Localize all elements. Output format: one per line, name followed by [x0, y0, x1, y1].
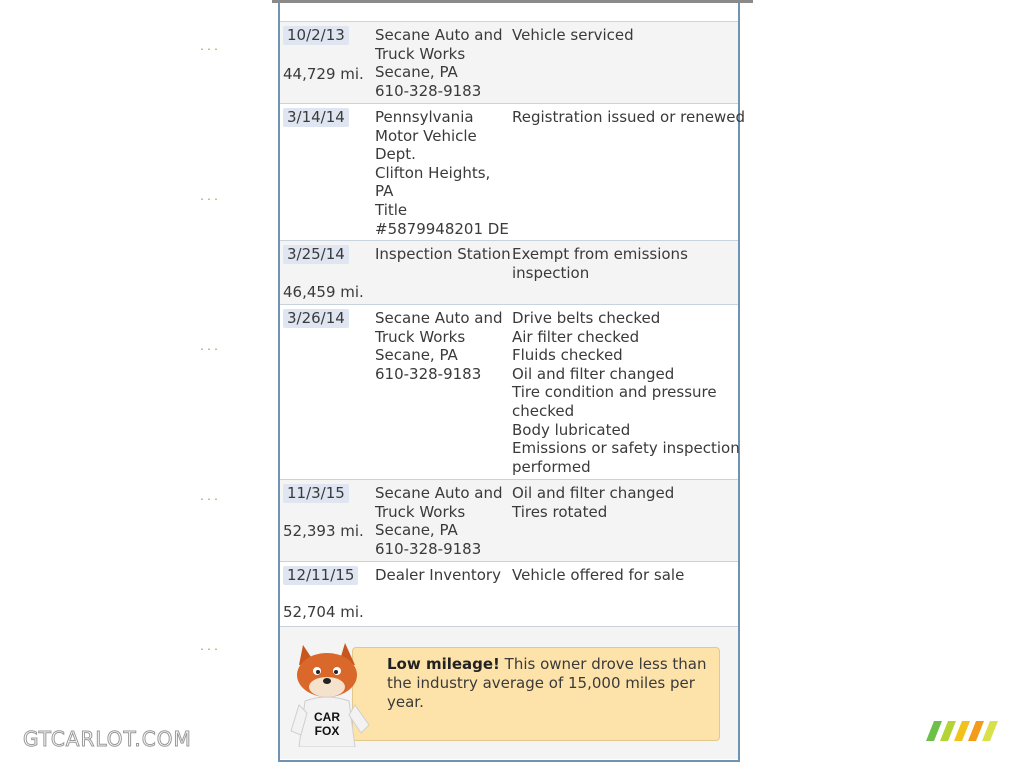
comment-line: Tire condition and pressure	[512, 383, 717, 402]
fox-pupil-right	[334, 670, 338, 674]
record-date: 3/26/14	[283, 309, 349, 328]
mileage-note-text	[387, 655, 717, 712]
source-line: 610-328-9183	[375, 539, 482, 558]
source-line: Secane, PA	[375, 63, 458, 82]
source-line: Clifton Heights,	[375, 163, 491, 182]
carfox-mascot-icon	[285, 635, 375, 747]
side-dots: ...	[199, 42, 221, 53]
source-line: 610-328-9183	[375, 364, 482, 383]
source-line: Secane Auto and	[375, 309, 503, 327]
comment-line: Fluids checked	[512, 346, 623, 365]
fox-nose	[323, 678, 331, 684]
comment-line: inspection	[512, 263, 590, 282]
table-row	[280, 479, 738, 561]
side-dots: ...	[199, 492, 221, 503]
comment-line: Body lubricated	[512, 420, 631, 439]
comment-line: performed	[512, 457, 591, 476]
fox-pupil-left	[316, 670, 320, 674]
note-heading: Low mileage!	[387, 655, 500, 673]
record-comments	[512, 26, 740, 45]
table-row	[280, 21, 738, 103]
comment-line: Drive belts checked	[512, 309, 661, 327]
source-line: 610-328-9183	[375, 81, 482, 100]
source-line: Inspection Station	[375, 245, 511, 263]
source-line: Title	[375, 200, 408, 219]
comment-line: checked	[512, 401, 575, 420]
record-date: 12/11/15	[283, 566, 358, 585]
record-source	[375, 26, 507, 100]
fox-shirt-text-1: CAR	[314, 710, 340, 724]
record-comments	[512, 108, 745, 127]
table-row	[280, 304, 738, 479]
comment-line: Exempt from emissions	[512, 245, 688, 263]
record-comments	[512, 309, 740, 476]
source-line: Truck Works	[375, 327, 466, 346]
comment-line: Oil and filter changed	[512, 484, 675, 502]
side-dots: ...	[199, 642, 221, 653]
record-source	[375, 566, 507, 585]
mileage-note-area	[280, 626, 738, 759]
source-line: Pennsylvania	[375, 108, 474, 126]
comment-line: Tires rotated	[512, 502, 608, 521]
comment-line: Registration issued or renewed	[512, 108, 745, 126]
record-source	[375, 245, 511, 264]
table-row	[280, 561, 738, 623]
side-dots: ...	[199, 342, 221, 353]
source-line: #5879948201 DE	[375, 219, 509, 238]
record-comments	[512, 484, 740, 521]
record-comments	[512, 566, 740, 585]
record-source	[375, 309, 507, 383]
record-mileage: 52,704 mi.	[283, 603, 364, 621]
note-body: This owner drove less than the industry average of 15,000 miles per year.	[387, 655, 707, 711]
history-panel	[278, 3, 745, 762]
record-source	[375, 108, 507, 238]
history-records	[280, 21, 745, 623]
comment-line: Vehicle offered for sale	[512, 566, 685, 584]
comment-line: Oil and filter changed	[512, 364, 675, 383]
comment-line: Vehicle serviced	[512, 26, 634, 44]
source-line: Dept.	[375, 145, 416, 164]
fox-shirt-text-2: FOX	[314, 724, 340, 738]
source-line: Truck Works	[375, 502, 466, 521]
source-line: Secane, PA	[375, 521, 458, 540]
record-comments	[512, 245, 740, 282]
record-date: 3/25/14	[283, 245, 349, 264]
table-row	[280, 103, 745, 240]
source-line: Motor Vehicle	[375, 126, 477, 145]
source-line: Truck Works	[375, 44, 466, 63]
record-date: 10/2/13	[283, 26, 349, 45]
table-row	[280, 240, 738, 304]
source-line: PA	[375, 182, 394, 201]
source-line: Secane Auto and	[375, 26, 503, 44]
source-line: Dealer Inventory	[375, 566, 501, 584]
record-mileage: 44,729 mi.	[283, 65, 364, 83]
gtcarlot-watermark: GTCARLOT.COM	[23, 727, 192, 751]
record-date: 11/3/15	[283, 484, 349, 503]
record-date: 3/14/14	[283, 108, 349, 127]
gtcarlot-stripes-logo-icon	[920, 721, 1000, 741]
record-source	[375, 484, 507, 558]
source-line: Secane Auto and	[375, 484, 503, 502]
record-mileage: 46,459 mi.	[283, 283, 364, 301]
source-line: Secane, PA	[375, 346, 458, 365]
side-dots: ...	[199, 192, 221, 203]
comment-line: Emissions or safety inspection	[512, 439, 740, 458]
comment-line: Air filter checked	[512, 327, 640, 346]
record-mileage: 52,393 mi.	[283, 522, 364, 540]
